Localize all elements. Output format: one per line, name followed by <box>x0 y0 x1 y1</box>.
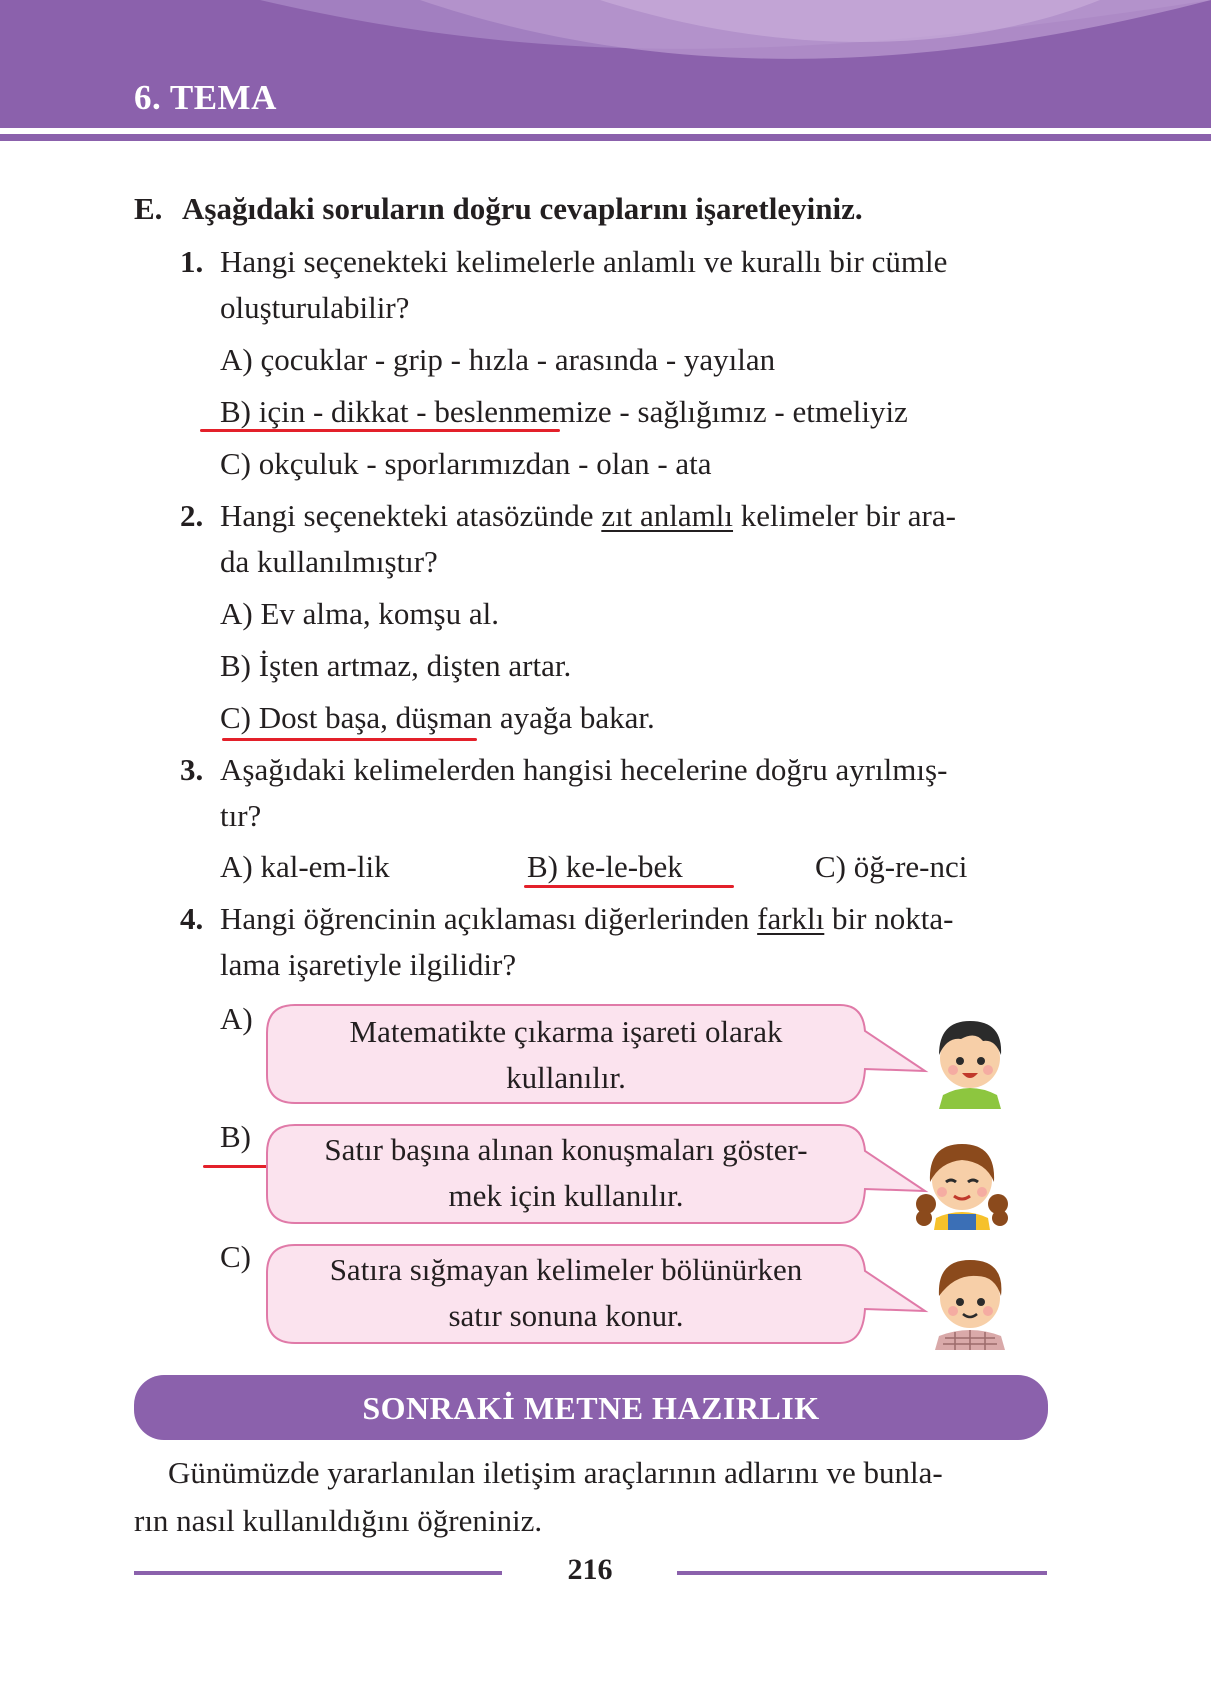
q4-option-b-label[interactable]: B) <box>220 1119 251 1154</box>
footer-line-right <box>677 1571 1047 1575</box>
q1-option-c[interactable]: C) okçuluk - sporlarımızdan - olan - ata <box>220 446 712 481</box>
q3-number: 3. <box>180 752 204 787</box>
next-text-banner <box>134 1375 1048 1440</box>
q1-number: 1. <box>180 244 204 279</box>
header-band <box>0 0 1211 150</box>
q2-option-b[interactable]: B) İşten artmaz, dişten artar. <box>220 648 572 683</box>
q1-text-line2: oluşturulabilir? <box>220 290 410 325</box>
section-letter: E. <box>134 191 163 226</box>
q3-option-b[interactable]: B) ke-le-bek <box>527 849 683 884</box>
q4-option-a-label[interactable]: A) <box>220 1001 253 1036</box>
q1-option-b[interactable]: B) için - dikkat - beslenmemize - sağlığımız - etmeliyiz <box>220 394 908 429</box>
q2-answer-mark <box>222 738 477 741</box>
header-wave-graphic <box>0 0 1211 150</box>
q4-option-a-text-line1: Matematikte çıkarma işareti olarak <box>349 1014 783 1049</box>
q4-option-a-text-line2: kullanılır. <box>506 1060 626 1095</box>
q4-text-line2: lama işaretiyle ilgilidir? <box>220 947 517 982</box>
q2-text-line2: da kullanılmıştır? <box>220 544 438 579</box>
q3-option-a[interactable]: A) kal-em-lik <box>220 849 390 884</box>
footer-line-left <box>134 1571 502 1575</box>
q1-answer-mark <box>200 429 560 432</box>
q2-option-a[interactable]: A) Ev alma, komşu al. <box>220 596 499 631</box>
q4-option-c-text-line2: satır sonuna konur. <box>448 1298 684 1333</box>
q2-option-c[interactable]: C) Dost başa, düşman ayağa bakar. <box>220 700 655 735</box>
q3-text-line1: Aşağıdaki kelimelerden hangisi hecelerine doğru ayrılmış- <box>220 752 948 787</box>
q4-option-c-label[interactable]: C) <box>220 1239 251 1274</box>
q1-option-a[interactable]: A) çocuklar - grip - hızla - arasında - yayılan <box>220 342 776 377</box>
boy-avatar-1 <box>925 1003 1015 1118</box>
q3-text-line2: tır? <box>220 798 262 833</box>
q2-number: 2. <box>180 498 204 533</box>
next-text-title: SONRAKİ METNE HAZIRLIK <box>362 1390 820 1426</box>
q4-option-c-bubble[interactable] <box>265 1243 935 1345</box>
q2-underlined-term: zıt anlamlı <box>601 498 734 533</box>
girl-avatar <box>912 1122 1012 1237</box>
q4-text-line1: Hangi öğrencinin açıklaması diğerlerinden farklı bir nokta- <box>220 901 954 936</box>
q2-text-line1: Hangi seçenekteki atasözünde zıt anlamlı kelimeler bir ara- <box>220 498 956 533</box>
theme-title: 6. TEMA <box>134 78 277 117</box>
next-text-line1: Günümüzde yararlanılan iletişim araçlarının adlarını ve bunla- <box>168 1455 943 1490</box>
boy-avatar-2 <box>925 1242 1015 1357</box>
page-number: 216 <box>567 1553 613 1586</box>
q4-underlined-term: farklı <box>757 901 825 936</box>
q4-option-b-bubble[interactable] <box>265 1123 935 1225</box>
q4-option-a-bubble[interactable] <box>265 1003 935 1105</box>
q3-answer-mark <box>524 885 734 888</box>
q3-option-c[interactable]: C) öğ-re-nci <box>815 849 968 884</box>
q4-option-c-text-line1: Satıra sığmayan kelimeler bölünürken <box>329 1252 803 1287</box>
q4-number: 4. <box>180 901 204 936</box>
q4-option-b-text-line2: mek için kullanılır. <box>448 1178 684 1213</box>
q1-text-line1: Hangi seçenekteki kelimelerle anlamlı ve kurallı bir cümle <box>220 244 948 279</box>
next-text-line2: rın nasıl kullanıldığını öğreniniz. <box>134 1503 543 1538</box>
section-title: Aşağıdaki soruların doğru cevaplarını işaretleyiniz. <box>182 191 863 226</box>
q4-option-b-text-line1: Satır başına alınan konuşmaları göster- <box>324 1132 808 1167</box>
